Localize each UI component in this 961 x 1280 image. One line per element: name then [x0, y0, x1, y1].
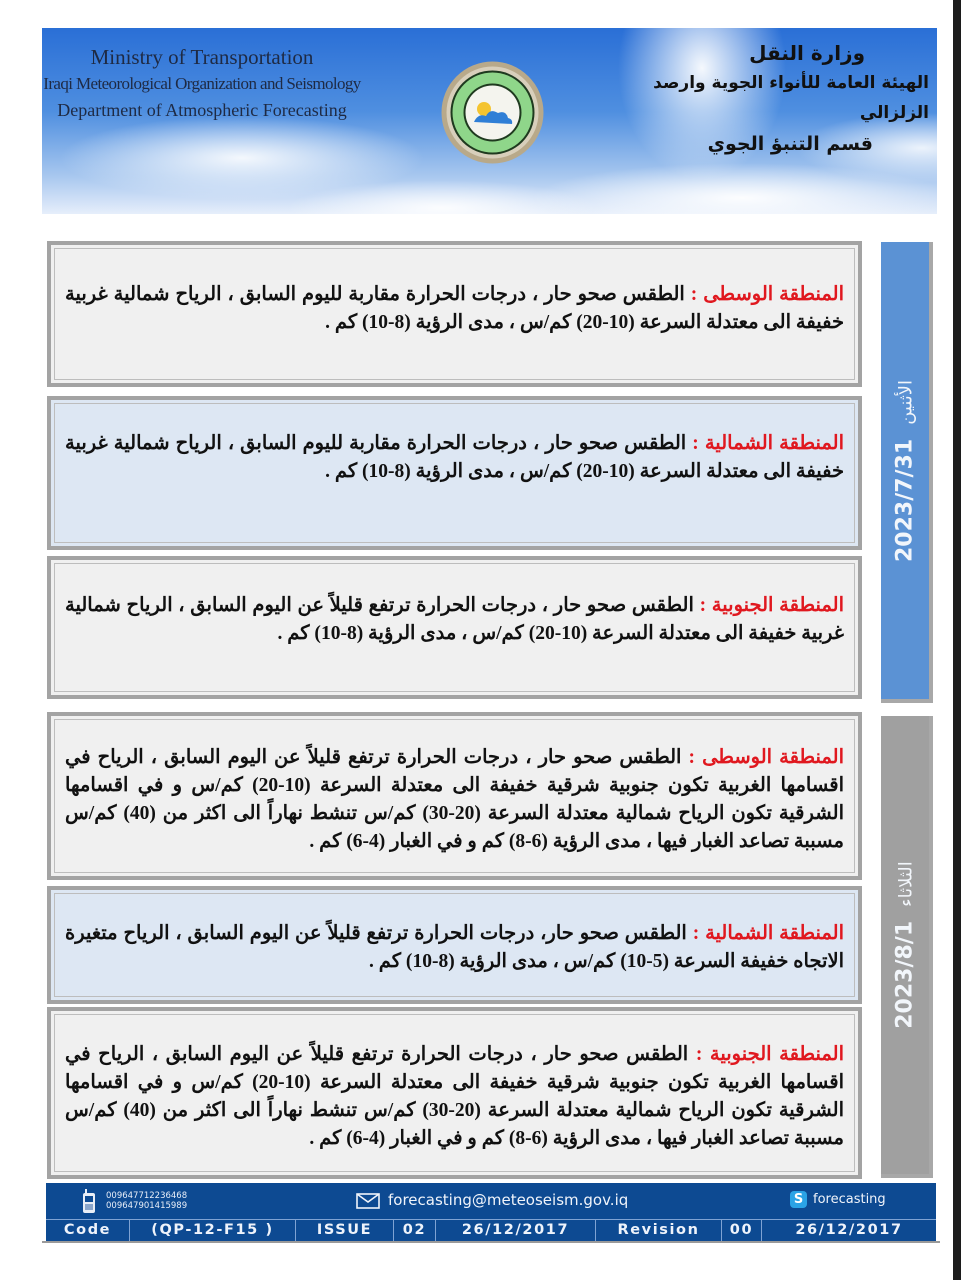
email-contact[interactable]	[356, 1191, 628, 1209]
forecast-box-day2-central	[47, 712, 862, 880]
header-arabic	[629, 38, 929, 160]
region-label: المنطقة الجنوبية :	[699, 595, 845, 616]
region-label: المنطقة الوسطى :	[690, 284, 844, 305]
mobile-phone-icon	[82, 1189, 96, 1213]
revision-label: Revision	[596, 1220, 722, 1242]
forecast-body: الطقس صحو حار ، درجات الحرارة ترتفع قليلاً عن اليوم السابق ، الرياح في اقسامها الغربية تكون جنوبية شرقية خفيفة الى معتدلة السرعة (10-20) كم/س و في اقسامها الشرقية تكون الرياح شمالية معتدلة السرعة (20-30) كم/س تنشط نهاراً الى اكثر من (40) كم/س مسببة تصاعد الغبار فيها ، مدى الرؤية (6-8) كم و في الغبار (4-6) كم .	[65, 1044, 844, 1149]
issue-date: 26/12/2017	[436, 1220, 596, 1242]
footer	[46, 1183, 936, 1241]
footer-contacts	[46, 1183, 936, 1219]
phone-number: 009647901415989	[106, 1201, 188, 1211]
issue-value: 02	[394, 1220, 436, 1242]
email-address[interactable]: forecasting@meteoseism.gov.iq	[388, 1191, 629, 1209]
skype-icon: S	[790, 1191, 807, 1208]
document-code-row	[46, 1219, 936, 1242]
header-english	[42, 44, 362, 122]
code-value: (QP-12-F15 )	[130, 1220, 296, 1242]
region-label: المنطقة الجنوبية :	[695, 1044, 845, 1065]
code-label: Code	[46, 1220, 130, 1242]
envelope-icon	[356, 1193, 380, 1209]
department-en: Department of Atmospheric Forecasting	[57, 100, 347, 120]
skype-handle: forecasting	[813, 1192, 886, 1207]
phone-number: 009647712236468	[106, 1191, 188, 1201]
forecast-box-day2-south	[47, 1007, 862, 1179]
day-name: الأثنين	[895, 379, 917, 425]
forecast-box-day1-north	[47, 396, 862, 550]
revision-date: 26/12/2017	[795, 1222, 903, 1238]
ministry-ar: وزارة النقل	[749, 41, 865, 65]
forecast-text	[65, 744, 844, 856]
forecast-body: الطقس صحو حار ، درجات الحرارة مقاربة لليوم السابق ، الرياح شمالية غربية خفيفة الى معتدلة السرعة (10-20) كم/س ، مدى الرؤية (8-10) كم .	[65, 433, 844, 482]
forecast-body: الطقس صحو حار ، درجات الحرارة مقاربة لليوم السابق ، الرياح شمالية غربية خفيفة الى معتدلة السرعة (10-20) كم/س ، مدى الرؤية (8-10) كم .	[65, 284, 844, 333]
date-value: 2023/7/31	[892, 438, 918, 562]
region-label: المنطقة الشمالية :	[692, 923, 845, 944]
forecast-text	[65, 1041, 844, 1153]
date-column-day2	[881, 716, 933, 1178]
date-value: 2023/8/1	[892, 920, 918, 1029]
forecast-body: الطقس صحو حار ، درجات الحرارة ترتفع قليلاً عن اليوم السابق ، الرياح في اقسامها الغربية تكون جنوبية شرقية خفيفة الى معتدلة السرعة (10-20) كم/س و في اقسامها الشرقية تكون الرياح شمالية معتدلة السرعة (20-30) كم/س تنشط نهاراً الى اكثر من (40) كم/س مسببة تصاعد الغبار فيها ، مدى الرؤية (6-8) كم و في الغبار (4-6) كم .	[65, 747, 844, 852]
forecast-box-day1-south	[47, 556, 862, 699]
forecast-body: الطقس صحو حار ، درجات الحرارة ترتفع قليلاً عن اليوم السابق ، الرياح شمالية غربية خفيفة الى معتدلة السرعة (10-20) كم/س ، مدى الرؤية (8-10) كم .	[65, 595, 844, 644]
header-banner	[42, 28, 937, 214]
forecast-body: الطقس صحو حار، درجات الحرارة ترتفع قليلاً عن اليوم السابق ، الرياح متغيرة الاتجاه خفيفة السرعة (5-10) كم/س ، مدى الرؤية (8-10) كم .	[65, 923, 844, 972]
region-label: المنطقة الشمالية :	[692, 433, 844, 454]
forecast-text	[65, 430, 844, 486]
issue-label: ISSUE	[296, 1220, 394, 1242]
date-column-day1	[881, 242, 933, 703]
forecast-box-day1-central	[47, 241, 862, 387]
page-edge-bar	[953, 0, 961, 1280]
skype-contact[interactable]	[790, 1191, 886, 1208]
revision-value: 00	[722, 1220, 762, 1242]
day-name: الثلاثاء	[895, 861, 917, 907]
forecast-text	[65, 920, 844, 976]
ministry-en: Ministry of Transportation	[90, 45, 314, 69]
organization-en: Iraqi Meteorological Organization and Seismology	[43, 74, 361, 93]
department-ar: قسم التنبؤ الجوي	[707, 133, 873, 155]
footer-shadow	[42, 1241, 940, 1243]
forecast-text	[65, 592, 844, 648]
organization-ar: الهيئة العامة للأنواء الجوية وارصد الزلزالي	[653, 73, 929, 123]
forecast-box-day2-north	[47, 886, 862, 1004]
date-label	[893, 861, 918, 1029]
forecast-text	[65, 281, 844, 337]
region-label: المنطقة الوسطى :	[688, 747, 844, 768]
date-label	[893, 379, 918, 561]
phone-numbers	[106, 1191, 187, 1211]
organization-seal-icon	[440, 60, 545, 165]
